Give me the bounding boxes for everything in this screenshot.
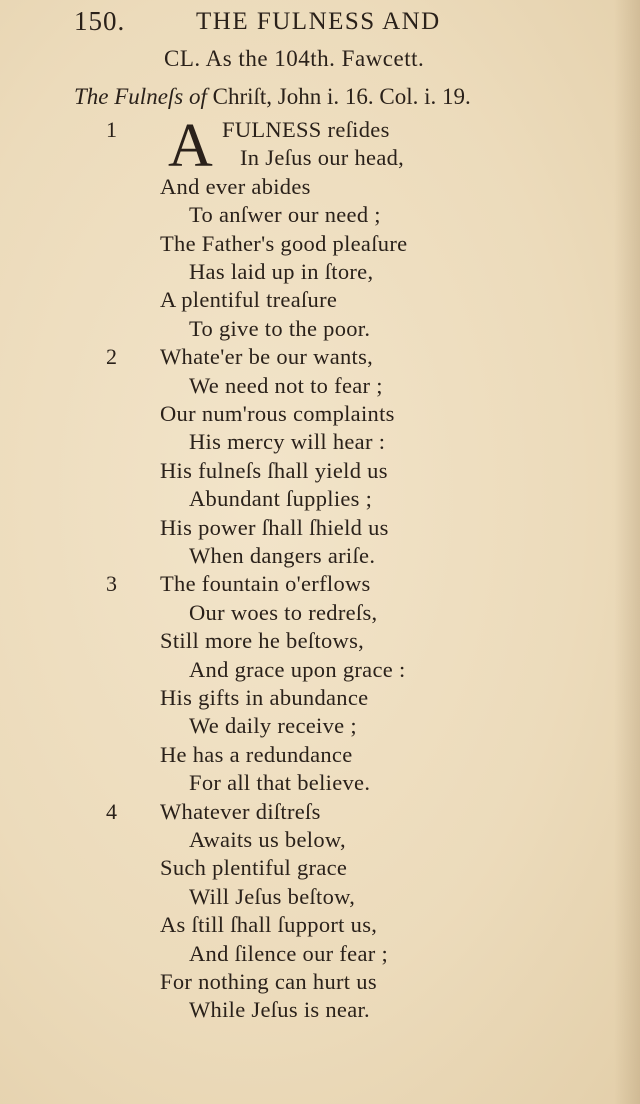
verse-line: Our woes to redreſs, bbox=[189, 599, 378, 625]
verse-line: Awaits us below, bbox=[189, 827, 346, 852]
hymn-heading: CL. As the 104th. Fawcett. bbox=[164, 46, 425, 71]
page-number: 150. bbox=[74, 6, 126, 36]
verse-number: 4 bbox=[106, 798, 117, 824]
verse-line: Our num'rous complaints bbox=[160, 401, 395, 426]
verse-line: Has laid up in ſtore, bbox=[189, 259, 374, 284]
verse-line: Abundant ſupplies ; bbox=[189, 486, 373, 512]
verse-line: Whate'er be our wants, bbox=[160, 344, 374, 370]
verse-number: 2 bbox=[106, 344, 117, 370]
verse-line: The Father's good pleaſure bbox=[160, 230, 408, 256]
verse-line: He has a redundance bbox=[160, 741, 353, 767]
verse-line: When dangers ariſe. bbox=[189, 543, 376, 568]
page-edge-shadow bbox=[614, 0, 640, 1104]
verse-line: His power ſhall ſhield us bbox=[160, 514, 389, 540]
verse-line: We daily receive ; bbox=[189, 713, 357, 739]
verse-line: Whatever diſtreſs bbox=[160, 798, 321, 824]
verse-line: His mercy will hear : bbox=[189, 429, 386, 455]
drop-cap: A bbox=[168, 112, 213, 180]
verse-line: His fulneſs ſhall yield us bbox=[160, 457, 388, 483]
verse-line: In Jeſus our head, bbox=[240, 145, 405, 171]
verse-line: And grace upon grace : bbox=[189, 656, 406, 682]
verse-number: 1 bbox=[106, 117, 117, 142]
verse-line: While Jeſus is near. bbox=[189, 997, 370, 1023]
verse-number: 3 bbox=[106, 571, 117, 597]
verse-line: To anſwer our need ; bbox=[189, 202, 381, 228]
page-header bbox=[74, 6, 594, 42]
verse-line: To give to the poor. bbox=[189, 315, 371, 341]
verse-line: And ever abides bbox=[160, 173, 311, 199]
verse-line: A plentiful treaſure bbox=[160, 287, 338, 313]
hymn-subtitle-italic: The Fulneſs of bbox=[74, 84, 207, 109]
verse-line: The fountain o'erflows bbox=[160, 571, 371, 597]
verse-line: His gifts in abundance bbox=[160, 685, 369, 710]
hymn-subtitle-reference: Chriſt, John i. 16. Col. i. 19. bbox=[206, 84, 471, 109]
verse-line: As ſtill ſhall ſupport us, bbox=[160, 912, 378, 938]
verse-line: Such plentiful grace bbox=[160, 855, 348, 881]
verse-line: FULNESS reſides bbox=[222, 117, 390, 142]
verse-line: Still more he beſtows, bbox=[160, 628, 365, 654]
verse-line: Will Jeſus beſtow, bbox=[189, 883, 356, 909]
hymn-subtitle bbox=[74, 84, 471, 110]
verse-line: We need not to fear ; bbox=[189, 372, 383, 398]
verse-line: And ſilence our fear ; bbox=[189, 940, 389, 966]
running-head: THE FULNESS AND bbox=[196, 8, 441, 35]
verse-line: For nothing can hurt us bbox=[160, 969, 377, 994]
verse-line: For all that believe. bbox=[189, 770, 371, 796]
